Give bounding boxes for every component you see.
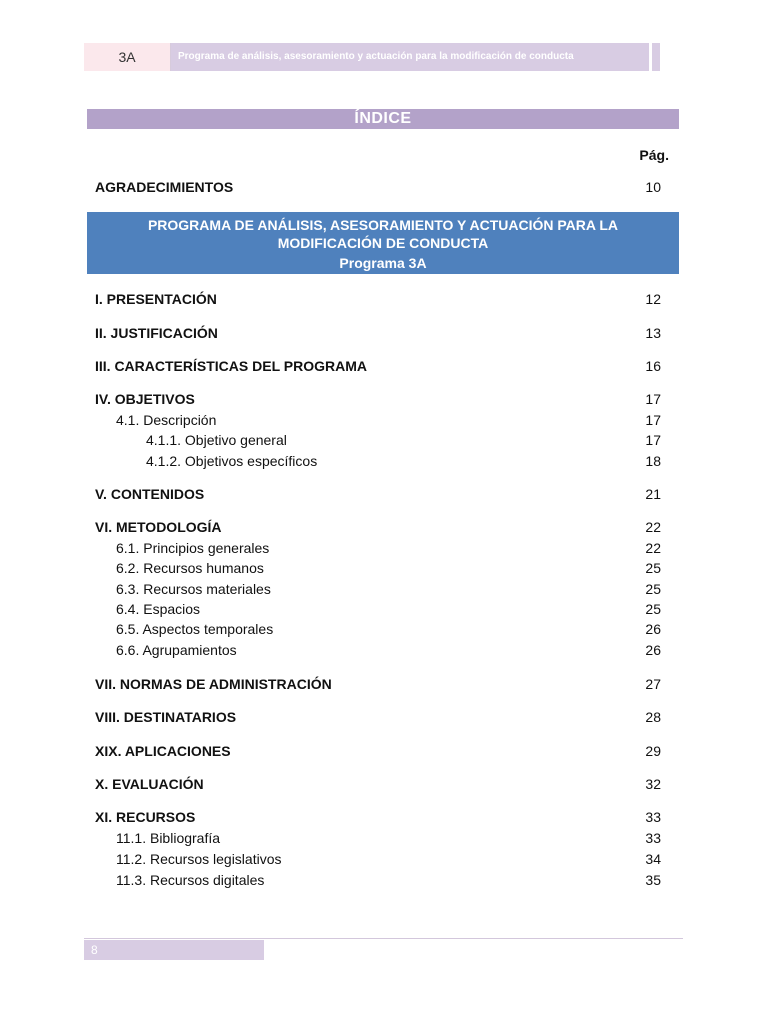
- footer-page-number: 8: [91, 943, 98, 957]
- toc-entry-label: AGRADECIMIENTOS: [95, 179, 234, 195]
- toc-entry-label: 4.1. Descripción: [116, 412, 217, 428]
- toc-subentry: [95, 642, 661, 662]
- toc-entry-page: 10: [645, 179, 661, 195]
- toc-entry-label: VIII. DESTINATARIOS: [95, 709, 237, 725]
- toc-entry-page: 27: [645, 676, 661, 692]
- toc-entry-page: 35: [645, 872, 661, 888]
- toc-entry: [95, 358, 661, 378]
- toc-entry-page: 16: [645, 358, 661, 374]
- toc-entry: [95, 709, 661, 729]
- toc-entry-label: 11.2. Recursos legislativos: [116, 851, 282, 867]
- toc-entry-label: 6.4. Espacios: [116, 601, 201, 617]
- toc-subentry: [95, 851, 661, 871]
- header-title: Programa de análisis, asesoramiento y actuación para la modificación de conducta: [178, 51, 574, 62]
- toc-entry: [95, 291, 661, 311]
- toc-entry: [95, 809, 661, 829]
- toc-entry-label: XI. RECURSOS: [95, 809, 196, 825]
- toc-entry-label: II. JUSTIFICACIÓN: [95, 325, 218, 341]
- header-tab: [650, 43, 660, 71]
- toc-entry-label: 11.1. Bibliografía: [116, 830, 221, 846]
- toc-entry-page: 22: [645, 519, 661, 535]
- toc-entry: [95, 486, 661, 506]
- toc-entry-label: XIX. APLICACIONES: [95, 743, 231, 759]
- index-title: ÍNDICE: [354, 110, 412, 127]
- toc-entry-label: 6.3. Recursos materiales: [116, 581, 271, 597]
- toc-entry-page: 17: [645, 432, 661, 448]
- toc-subsubentry: [95, 432, 661, 452]
- toc-subentry: [95, 872, 661, 892]
- toc-entry-label: VI. METODOLOGÍA: [95, 519, 222, 535]
- toc-entry: [95, 776, 661, 796]
- page-column-label: Pág.: [639, 147, 669, 163]
- toc-subentry: [95, 412, 661, 432]
- header-title-box: [171, 43, 649, 71]
- program-banner: [87, 212, 679, 274]
- toc-entry-page: 29: [645, 743, 661, 759]
- toc-entry: [95, 391, 661, 411]
- program-title-line1: PROGRAMA DE ANÁLISIS, ASESORAMIENTO Y ACTUACIÓN PARA LA: [147, 217, 619, 233]
- toc-entry-label: 6.1. Principios generales: [116, 540, 270, 556]
- toc-subentry: [95, 560, 661, 580]
- toc-entry-page: 25: [645, 560, 661, 576]
- toc-entry-label: 11.3. Recursos digitales: [116, 872, 265, 888]
- toc-entry-page: 34: [645, 851, 661, 867]
- toc-entry-page: 18: [645, 453, 661, 469]
- toc-entry-page: 32: [645, 776, 661, 792]
- toc-subentry: [95, 621, 661, 641]
- toc-entry-page: 33: [645, 830, 661, 846]
- footer-page-box: [84, 940, 264, 960]
- toc-entry-label: IV. OBJETIVOS: [95, 391, 195, 407]
- toc-entry-page: 25: [645, 601, 661, 617]
- toc-subentry: [95, 601, 661, 621]
- toc-entry-acknowledgements: [95, 179, 661, 199]
- program-subtitle: Programa 3A: [339, 255, 427, 271]
- toc-entry-label: V. CONTENIDOS: [95, 486, 205, 502]
- toc-entry: [95, 325, 661, 345]
- toc-subentry: [95, 830, 661, 850]
- toc-entry-label: VII. NORMAS DE ADMINISTRACIÓN: [95, 676, 332, 692]
- toc-entry-page: 22: [645, 540, 661, 556]
- toc-entry-page: 13: [645, 325, 661, 341]
- toc-entry-page: 17: [645, 412, 661, 428]
- toc-entry-page: 12: [645, 291, 661, 307]
- toc-entry-label: 4.1.2. Objetivos específicos: [146, 453, 318, 469]
- toc-subentry: [95, 581, 661, 601]
- toc-entry-page: 25: [645, 581, 661, 597]
- toc-entry: [95, 676, 661, 696]
- toc-entry-page: 17: [645, 391, 661, 407]
- toc-entry: [95, 743, 661, 763]
- footer-divider: [84, 938, 683, 939]
- index-banner: [87, 109, 679, 129]
- toc-entry-label: I. PRESENTACIÓN: [95, 291, 217, 307]
- toc-entry-label: 4.1.1. Objetivo general: [146, 432, 287, 448]
- toc-entry-label: 6.6. Agrupamientos: [116, 642, 237, 658]
- toc-entry-page: 33: [645, 809, 661, 825]
- toc-entry-label: X. EVALUACIÓN: [95, 776, 204, 792]
- toc-entry-label: 6.2. Recursos humanos: [116, 560, 264, 576]
- program-title-line2: MODIFICACIÓN DE CONDUCTA: [277, 235, 489, 251]
- header-code-box: [84, 43, 171, 71]
- toc-entry-page: 21: [645, 486, 661, 502]
- toc-entry-page: 26: [645, 642, 661, 658]
- toc-entry-page: 26: [645, 621, 661, 637]
- toc-entry-label: III. CARACTERÍSTICAS DEL PROGRAMA: [95, 358, 367, 374]
- toc-entry-label: 6.5. Aspectos temporales: [116, 621, 274, 637]
- toc-subentry: [95, 540, 661, 560]
- toc-subsubentry: [95, 453, 661, 473]
- header-code: 3A: [118, 49, 136, 65]
- toc-entry-page: 28: [645, 709, 661, 725]
- toc-entry: [95, 519, 661, 539]
